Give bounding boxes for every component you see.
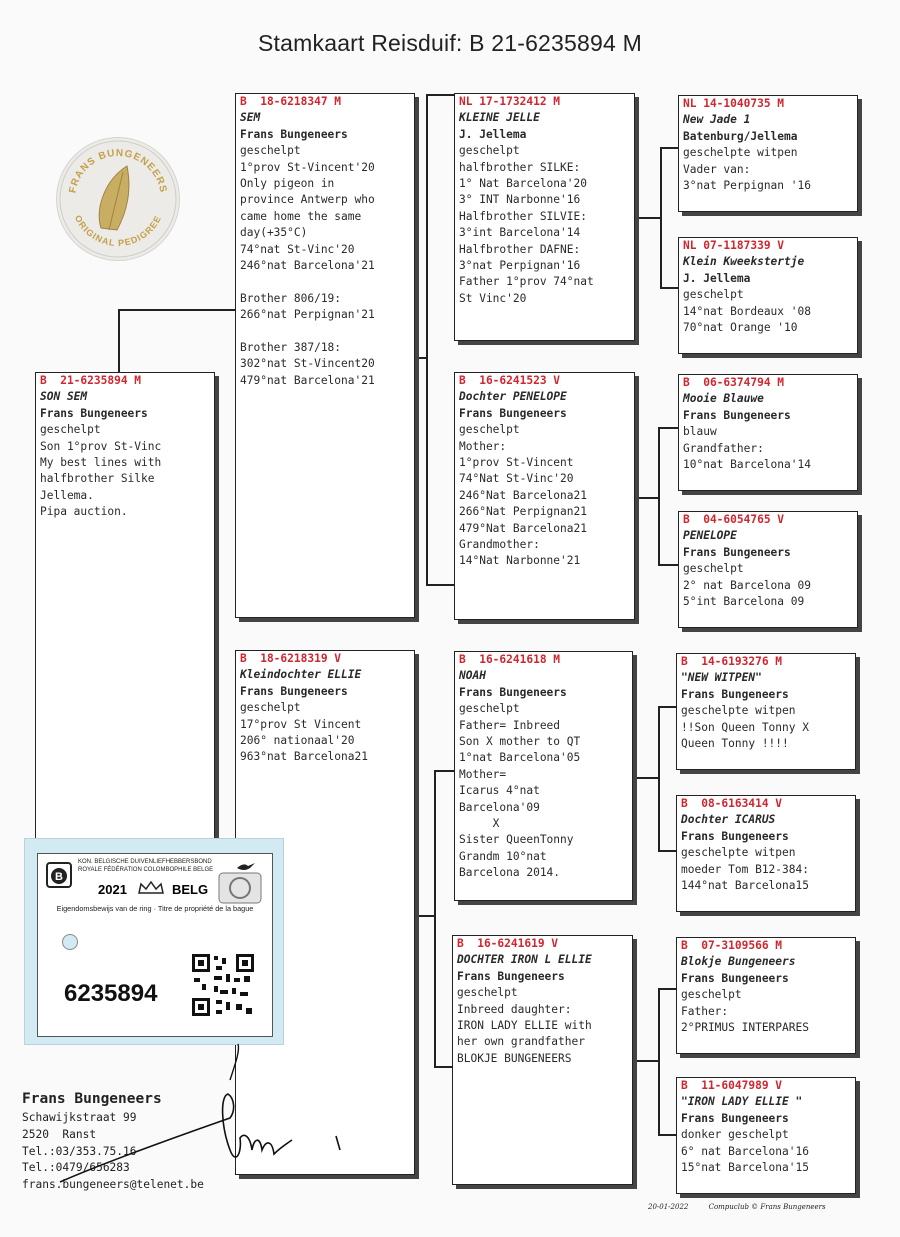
ownership-caption: Eigendomsbewijs van de ring · Titre de propriété de la bague bbox=[56, 904, 254, 913]
info-line: Father 1°prov 74°nat bbox=[459, 275, 594, 289]
info-line: 963°nat Barcelona21 bbox=[240, 750, 368, 764]
info-line: 10°nat Barcelona'14 bbox=[683, 458, 811, 472]
info-line: !!Son Queen Tonny X bbox=[681, 720, 809, 734]
seal-bottom-text: ORIGINAL PEDIGREE bbox=[72, 213, 164, 249]
bird-icon bbox=[236, 860, 256, 872]
info-line: Barcelona'09 bbox=[459, 800, 540, 814]
owner-name: Frans Bungeneers bbox=[22, 1091, 162, 1107]
info-line: Sister QueenTonny bbox=[459, 833, 574, 847]
pigeon-name: "NEW WITPEN" bbox=[681, 671, 762, 685]
info-line: 2°PRIMUS INTERPARES bbox=[681, 1021, 809, 1035]
info-line: 15°nat Barcelona'15 bbox=[681, 1161, 809, 1175]
info-line: Brother 806/19: bbox=[240, 291, 342, 305]
info-line: geschelpt bbox=[459, 423, 520, 437]
page-title: Stamkaart Reisduif: B 21-6235894 M bbox=[258, 30, 642, 56]
ring-number: B 04-6054765 V bbox=[683, 513, 785, 526]
great-grandparent-card-7[interactable] bbox=[676, 937, 856, 1054]
owner-email[interactable]: frans.bungeneers@telenet.be bbox=[22, 1178, 204, 1192]
breeder-name: Frans Bungeneers bbox=[457, 969, 565, 983]
info-line: geschelpt bbox=[683, 288, 744, 302]
footer bbox=[648, 1203, 844, 1211]
great-grandparent-card-5[interactable] bbox=[676, 653, 856, 770]
info-line: Barcelona 2014. bbox=[459, 866, 561, 880]
breeder-name: Frans Bungeneers bbox=[681, 971, 789, 985]
handwritten-signature bbox=[40, 1040, 370, 1190]
ring-ownership-card bbox=[24, 838, 284, 1045]
breeder-name: Batenburg/Jellema bbox=[683, 129, 798, 143]
info-line: geschelpt bbox=[40, 423, 101, 437]
pigeon-name: Klein Kweekstertje bbox=[683, 255, 805, 269]
great-grandparent-card-2[interactable] bbox=[678, 237, 858, 354]
breeder-name: J. Jellema bbox=[459, 127, 527, 141]
info-line: Inbreed daughter: bbox=[457, 1002, 572, 1016]
info-line: 74°Nat St-Vinc'20 bbox=[459, 472, 574, 486]
pigeon-name: PENELOPE bbox=[683, 529, 737, 543]
info-line: halfbrother SILKE: bbox=[459, 160, 581, 174]
ring-card-inner bbox=[37, 853, 273, 1037]
info-line: 5°int Barcelona 09 bbox=[683, 595, 805, 609]
ring-country: BELG bbox=[172, 882, 209, 897]
breeder-name: Frans Bungeneers bbox=[240, 684, 348, 698]
federation-logo-icon bbox=[44, 860, 74, 890]
pigeon-name: Blokje Bungeneers bbox=[681, 955, 796, 969]
info-line: 266°nat Perpignan'21 bbox=[240, 308, 375, 322]
ring-number: NL 17-1732412 M bbox=[459, 95, 561, 108]
breeder-name: Frans Bungeneers bbox=[459, 685, 567, 699]
ring-number: NL 14-1040735 M bbox=[683, 97, 785, 110]
original-pedigree-seal bbox=[56, 137, 180, 261]
ring-number: B 16-6241619 V bbox=[457, 937, 559, 950]
info-line: donker geschelpt bbox=[681, 1128, 789, 1142]
breeder-name: Frans Bungeneers bbox=[681, 687, 789, 701]
info-line: 479°Nat Barcelona21 bbox=[459, 521, 587, 535]
breeder-name: Frans Bungeneers bbox=[681, 1111, 789, 1125]
info-line: 1° Nat Barcelona'20 bbox=[459, 177, 587, 191]
ring-number: B 11-6047989 V bbox=[681, 1079, 783, 1092]
info-line: geschelpt bbox=[683, 562, 744, 576]
pigeon-name: DOCHTER IRON L ELLIE bbox=[457, 953, 592, 967]
info-line: 17°prov St Vincent bbox=[240, 717, 362, 731]
ring-hologram-icon bbox=[218, 872, 262, 904]
ring-number-large: 6235894 bbox=[64, 980, 158, 1007]
info-line: 246°nat Barcelona'21 bbox=[240, 259, 375, 273]
info-line: 1°prov St-Vincent bbox=[459, 456, 574, 470]
info-line: province Antwerp who bbox=[240, 193, 375, 207]
pigeon-name: SEM bbox=[240, 111, 261, 125]
info-line: 144°nat Barcelona15 bbox=[681, 879, 809, 893]
info-line: 2° nat Barcelona 09 bbox=[683, 578, 811, 592]
info-line: 479°nat Barcelona'21 bbox=[240, 373, 375, 387]
info-line: Grandmother: bbox=[459, 538, 540, 552]
info-line: came home the same bbox=[240, 209, 362, 223]
info-line: Grandm 10°nat bbox=[459, 849, 547, 863]
info-line: day(+35°C) bbox=[240, 226, 308, 240]
info-line: 3°nat Perpignan'16 bbox=[459, 259, 581, 273]
info-line: geschelpte witpen bbox=[681, 846, 796, 860]
info-line: her own grandfather bbox=[457, 1035, 585, 1049]
info-line: Vader van: bbox=[683, 162, 751, 176]
pigeon-name: Dochter PENELOPE bbox=[459, 390, 567, 404]
association-name-nl: KON. BELGISCHE DUIVENLIEFHEBBERSBOND bbox=[78, 859, 212, 865]
grandmother-maternal-card[interactable] bbox=[452, 935, 633, 1185]
great-grandparent-card-6[interactable] bbox=[676, 795, 856, 912]
crown-icon bbox=[136, 880, 166, 896]
grandfather-maternal-card[interactable] bbox=[454, 651, 633, 901]
owner-street: Schawijkstraat 99 bbox=[22, 1111, 137, 1124]
pigeon-name: "IRON LADY ELLIE " bbox=[681, 1095, 803, 1109]
info-line: Son 1°prov St-Vinc bbox=[40, 439, 162, 453]
info-line: Halfbrother SILVIE: bbox=[459, 209, 587, 223]
info-line: geschelpte witpen bbox=[681, 704, 796, 718]
info-line: Father= Inbreed bbox=[459, 718, 561, 732]
ring-number: B 07-3109566 M bbox=[681, 939, 783, 952]
pigeon-name: Kleindochter ELLIE bbox=[240, 668, 362, 682]
ring-number: B 21-6235894 M bbox=[40, 374, 142, 387]
info-line bbox=[240, 324, 410, 340]
info-line: geschelpt bbox=[240, 701, 301, 715]
info-line: 302°nat St-Vincent20 bbox=[240, 357, 375, 371]
breeder-name: Frans Bungeneers bbox=[683, 545, 791, 559]
ring-number: B 16-6241523 V bbox=[459, 374, 561, 387]
card-punch-hole bbox=[62, 934, 78, 950]
info-line: Father: bbox=[681, 1004, 729, 1018]
info-line: X bbox=[459, 817, 500, 831]
info-line: Halfbrother DAFNE: bbox=[459, 242, 581, 256]
info-line: 14°nat Bordeaux '08 bbox=[683, 304, 811, 318]
info-line: Pipa auction. bbox=[40, 505, 128, 519]
owner-city: 2520 Ranst bbox=[22, 1127, 97, 1141]
owner-phone: Tel.:03/353.75.16 bbox=[22, 1144, 137, 1158]
ring-number: B 08-6163414 V bbox=[681, 797, 783, 810]
great-grandparent-card-8[interactable] bbox=[676, 1077, 856, 1194]
info-line: My best lines with bbox=[40, 456, 162, 470]
association-name bbox=[78, 858, 213, 874]
ring-number: B 18-6218319 V bbox=[240, 652, 342, 665]
info-line: Queen Tonny !!!! bbox=[681, 737, 789, 751]
info-line: blauw bbox=[683, 425, 717, 439]
info-line: geschelpt bbox=[681, 988, 742, 1002]
grandmother-paternal-card[interactable] bbox=[454, 372, 635, 620]
info-line: 14°Nat Narbonne'21 bbox=[459, 554, 581, 568]
ring-number: B 14-6193276 M bbox=[681, 655, 783, 668]
info-line: Grandfather: bbox=[683, 441, 764, 455]
info-line: geschelpt bbox=[459, 144, 520, 158]
info-line: geschelpte witpen bbox=[683, 146, 798, 160]
breeder-name: Frans Bungeneers bbox=[683, 408, 791, 422]
info-line: Jellema. bbox=[40, 488, 94, 502]
great-grandparent-card-1[interactable] bbox=[678, 95, 858, 212]
info-line: 1°nat Barcelona'05 bbox=[459, 751, 581, 765]
pigeon-name: NOAH bbox=[459, 669, 486, 683]
breeder-name: Frans Bungeneers bbox=[459, 406, 567, 420]
info-line: geschelpt bbox=[457, 986, 518, 1000]
subject-pigeon-card[interactable] bbox=[35, 372, 215, 842]
seal-top-text: FRANS BUNGENEERS bbox=[67, 147, 169, 195]
pigeon-name: Mooie Blauwe bbox=[683, 392, 764, 406]
ring-number: B 16-6241618 M bbox=[459, 653, 561, 666]
connector-mother bbox=[434, 770, 436, 1066]
info-line: 70°nat Orange '10 bbox=[683, 321, 798, 335]
owner-mobile: Tel.:0479/656283 bbox=[22, 1161, 130, 1175]
info-line: moeder Tom B12-384: bbox=[681, 862, 809, 876]
ring-number: B 18-6218347 M bbox=[240, 95, 342, 108]
svg-text:B: B bbox=[55, 871, 63, 883]
info-line: geschelpt bbox=[240, 144, 301, 158]
pigeon-name: KLEINE JELLE bbox=[459, 111, 540, 125]
pigeon-name: New Jade 1 bbox=[683, 113, 751, 127]
info-line: 3°int Barcelona'14 bbox=[459, 226, 581, 240]
info-line: 3° INT Narbonne'16 bbox=[459, 193, 581, 207]
info-line: Only pigeon in bbox=[240, 177, 335, 191]
breeder-name: Frans Bungeneers bbox=[681, 829, 789, 843]
pigeon-name: SON SEM bbox=[40, 390, 88, 404]
association-name-fr: ROYALE FÉDÉRATION COLOMBOPHILE BELGE bbox=[78, 867, 214, 873]
info-line bbox=[240, 274, 410, 290]
info-line: 1°prov St-Vincent'20 bbox=[240, 160, 375, 174]
info-line: Brother 387/18: bbox=[240, 341, 342, 355]
print-date: 20-01-2022 bbox=[648, 1203, 689, 1211]
footer-credit: Compuclub © Frans Bungeneers bbox=[708, 1203, 826, 1211]
info-line: Icarus 4°nat bbox=[459, 784, 540, 798]
grandfather-paternal-card[interactable] bbox=[454, 93, 635, 341]
info-line: Mother= bbox=[459, 767, 507, 781]
pigeon-name: Dochter ICARUS bbox=[681, 813, 776, 827]
ring-number: B 06-6374794 M bbox=[683, 376, 785, 389]
info-line: halfbrother Silke bbox=[40, 472, 155, 486]
info-line: 246°Nat Barcelona21 bbox=[459, 488, 587, 502]
info-line: 3°nat Perpignan '16 bbox=[683, 179, 811, 193]
info-line: IRON LADY ELLIE with bbox=[457, 1019, 592, 1033]
info-line: 74°nat St-Vinc'20 bbox=[240, 242, 355, 256]
info-line: Mother: bbox=[459, 439, 507, 453]
info-line: 6° nat Barcelona'16 bbox=[681, 1144, 809, 1158]
info-line: geschelpt bbox=[459, 702, 520, 716]
great-grandparent-card-3[interactable] bbox=[678, 374, 858, 491]
info-line: 206° nationaal'20 bbox=[240, 734, 355, 748]
info-line: Son X mother to QT bbox=[459, 735, 581, 749]
info-line: St Vinc'20 bbox=[459, 291, 527, 305]
great-grandparent-card-4[interactable] bbox=[678, 511, 858, 628]
seal-graphic bbox=[57, 138, 179, 260]
ring-number: NL 07-1187339 V bbox=[683, 239, 785, 252]
breeder-name: Frans Bungeneers bbox=[40, 406, 148, 420]
qr-code-icon bbox=[190, 952, 256, 1018]
ring-year: 2021 bbox=[98, 882, 127, 897]
breeder-name: J. Jellema bbox=[683, 271, 751, 285]
info-line: BLOKJE BUNGENEERS bbox=[457, 1051, 572, 1065]
breeder-name: Frans Bungeneers bbox=[240, 127, 348, 141]
father-card[interactable] bbox=[235, 93, 415, 618]
info-line: 266°Nat Perpignan21 bbox=[459, 505, 587, 519]
connector-father bbox=[426, 94, 428, 584]
